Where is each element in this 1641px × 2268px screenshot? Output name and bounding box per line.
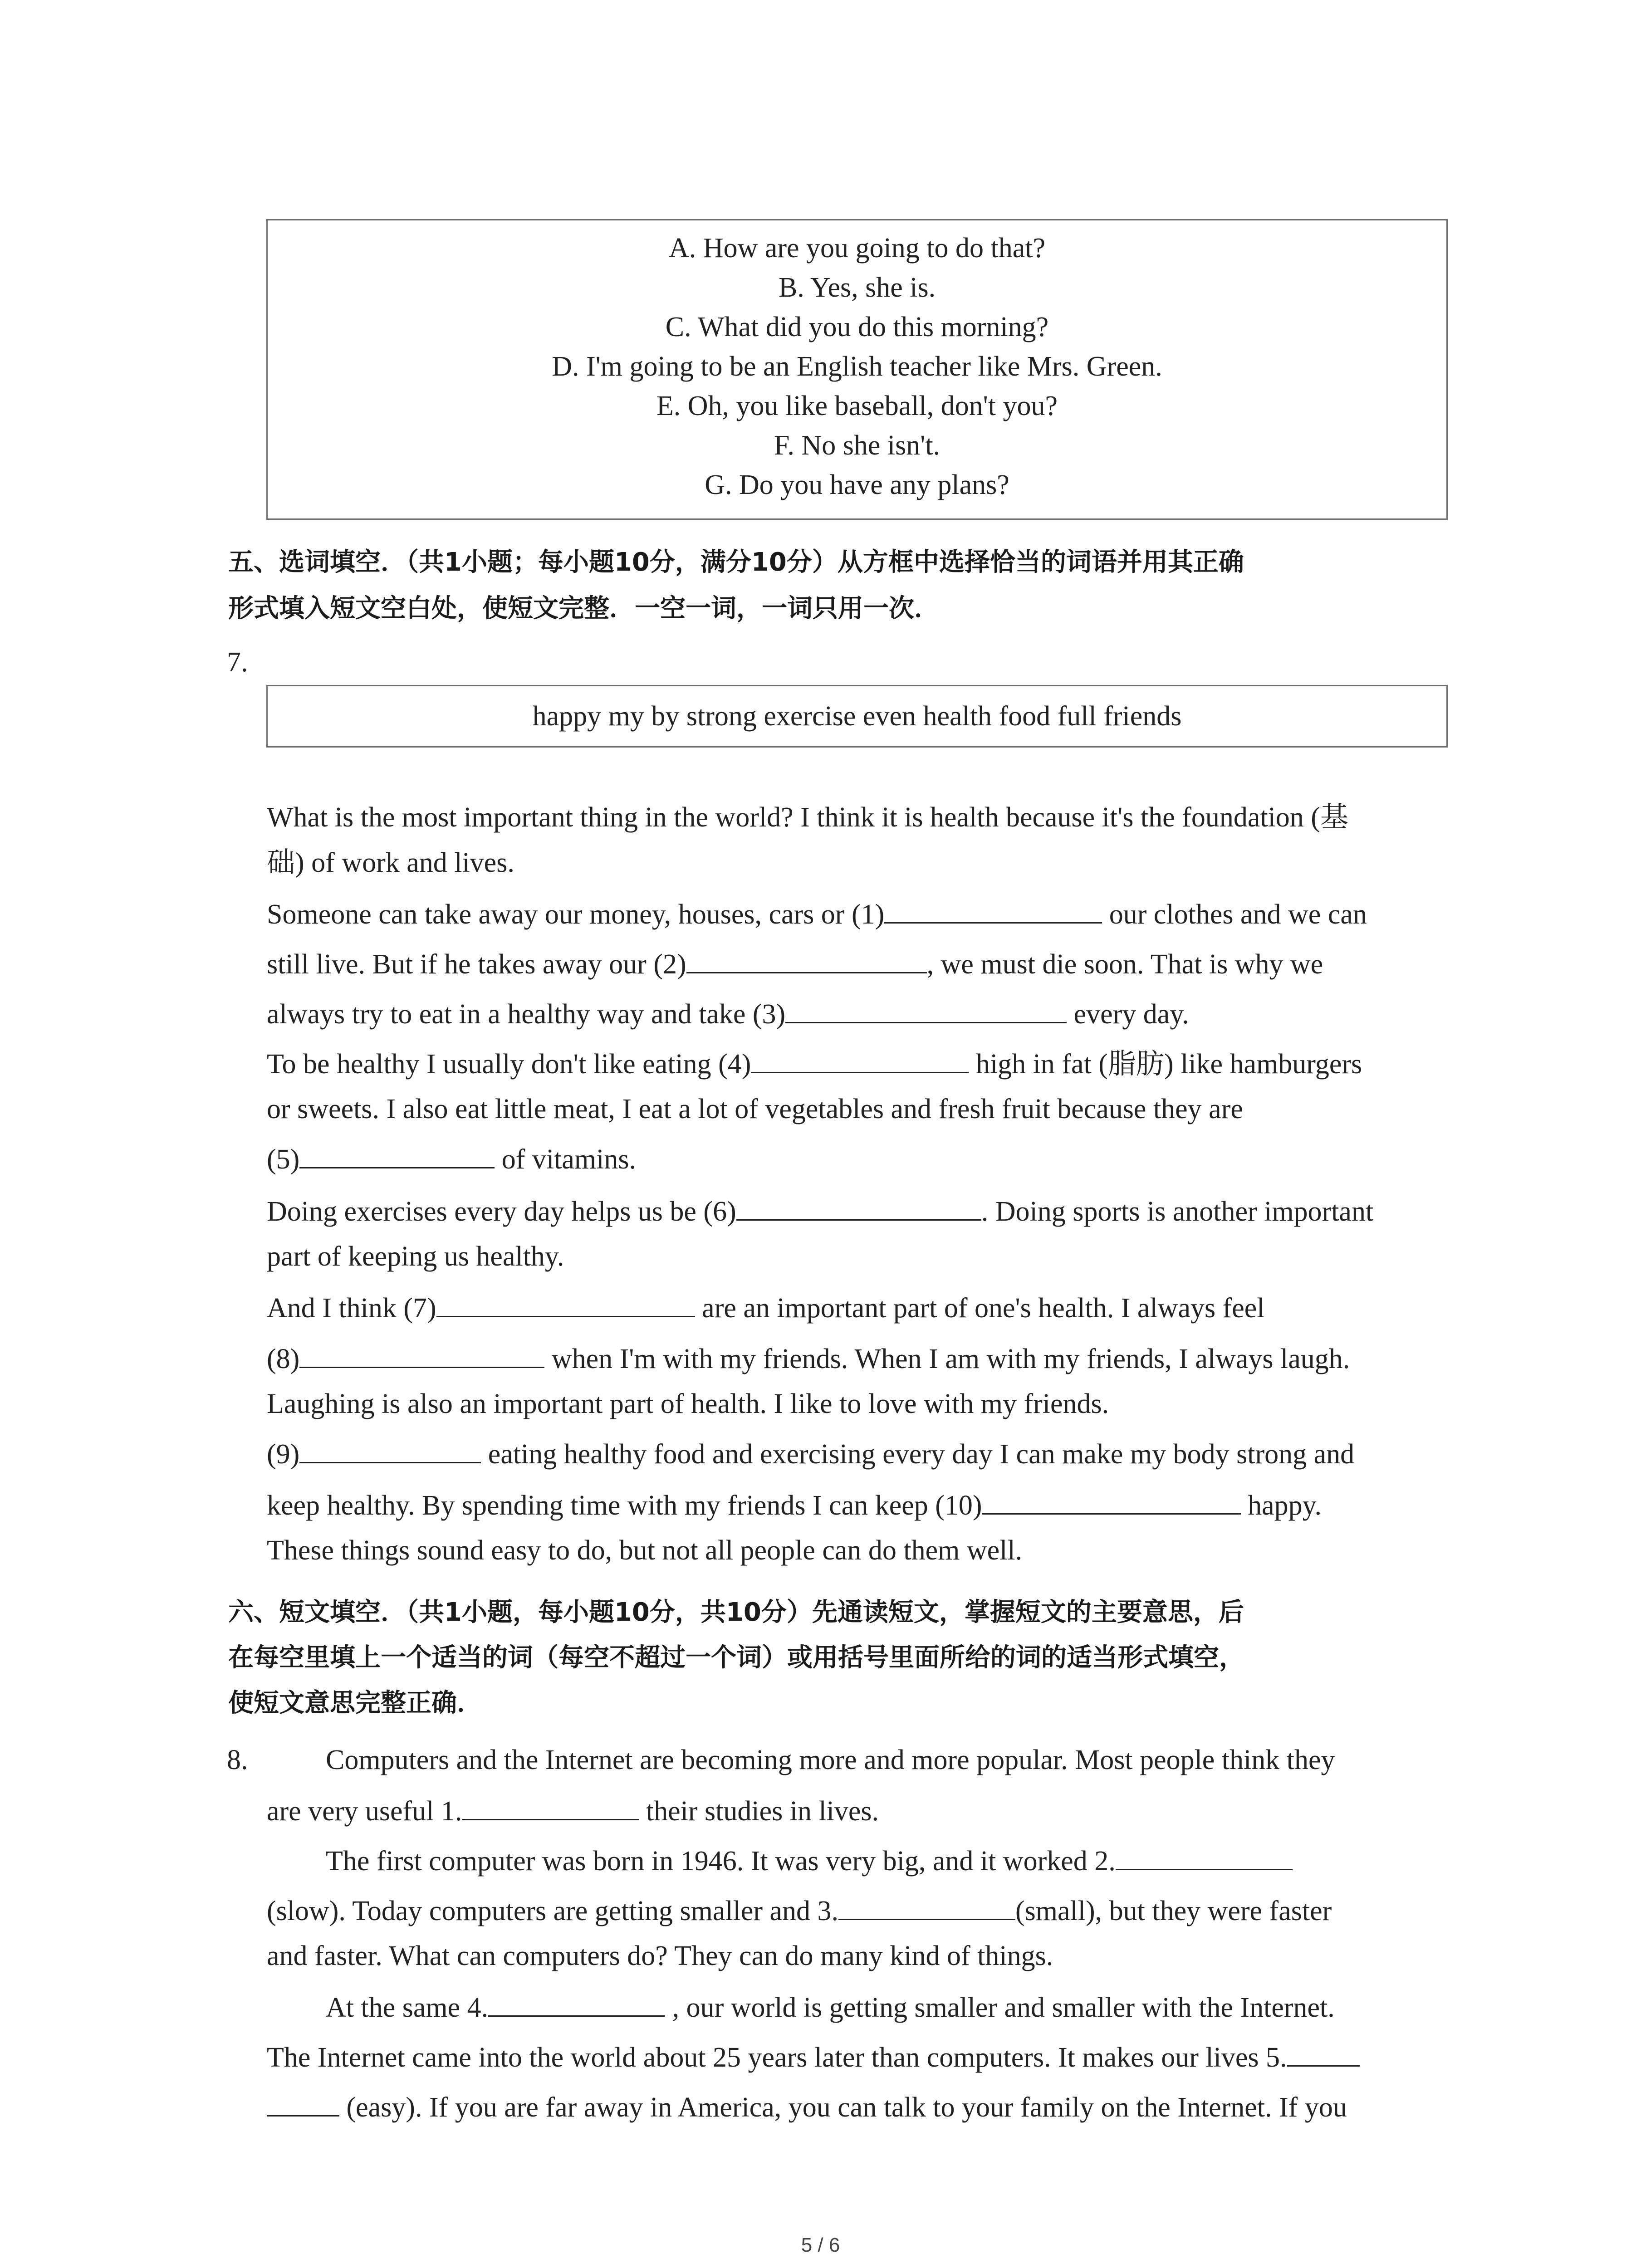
option-c: C. What did you do this morning? — [665, 312, 1049, 342]
blank-10[interactable] — [982, 1487, 1241, 1515]
passage-line: To be healthy I usually don't like eating (4) high in fat (脂肪) like hamburgers — [267, 1046, 1362, 1082]
blank-q8-5-cont[interactable] — [267, 2089, 339, 2116]
passage-line: part of keeping us healthy. — [267, 1241, 564, 1272]
passage-line: Someone can take away our money, houses, cars or (1) our clothes and we can — [267, 896, 1367, 933]
section5-heading-line1: 五、选词填空．（共1小题；每小题10分，满分10分）从方框中选择恰当的词语并用其正确 — [228, 547, 1244, 577]
option-b: B. Yes, she is. — [778, 272, 936, 303]
passage-line: (easy). If you are far away in America, you can talk to your family on the Internet. If you — [267, 2089, 1347, 2126]
question-7-number: 7. — [227, 647, 248, 678]
question-8-number: 8. — [227, 1745, 248, 1775]
passage-line: And I think (7) are an important part of one's health. I always feel — [267, 1290, 1265, 1326]
passage-line: are very useful 1. their studies in lives. — [267, 1793, 879, 1829]
blank-3[interactable] — [785, 996, 1067, 1023]
passage-line: The first computer was born in 1946. It was very big, and it worked 2. — [326, 1843, 1293, 1879]
options-list — [268, 220, 1446, 505]
passage-line: What is the most important thing in the world? I think it is health because it's the foundation (基 — [267, 802, 1348, 833]
blank-4[interactable] — [751, 1046, 969, 1073]
passage-line: still live. But if he takes away our (2) , we must die soon. That is why we — [267, 946, 1323, 982]
option-d: D. I'm going to be an English teacher like Mrs. Green. — [552, 351, 1162, 382]
blank-1[interactable] — [884, 896, 1102, 924]
passage-line: (slow). Today computers are getting smaller and 3. (small), but they were faster — [267, 1892, 1332, 1929]
passage-line: (9) eating healthy food and exercising every day I can make my body strong and — [267, 1436, 1354, 1472]
word-bank-box — [266, 685, 1448, 748]
passage-line: Computers and the Internet are becoming more and more popular. Most people think they — [326, 1745, 1335, 1775]
section5-heading-line2: 形式填入短文空白处，使短文完整．一空一词，一词只用一次． — [228, 594, 940, 623]
passage-line: 础) of work and lives. — [267, 847, 514, 878]
passage-line: The Internet came into the world about 25 years later than computers. It makes our lives 5. — [267, 2039, 1360, 2076]
section6-heading-line3: 使短文意思完整正确． — [228, 1688, 482, 1718]
option-g: G. Do you have any plans? — [705, 469, 1009, 500]
passage-line: Doing exercises every day helps us be (6) . Doing sports is another important — [267, 1193, 1373, 1230]
passage-line: These things sound easy to do, but not all people can do them well. — [267, 1535, 1023, 1566]
section6-heading-line1: 六、短文填空．（共1小题，每小题10分，共10分）先通读短文，掌握短文的主要意思，后 — [228, 1598, 1244, 1627]
option-f: F. No she isn't. — [774, 430, 941, 461]
passage-line: Laughing is also an important part of health. I like to love with my friends. — [267, 1388, 1109, 1419]
word-bank: happy my by strong exercise even health food full friends — [532, 701, 1182, 732]
passage-line: keep healthy. By spending time with my friends I can keep (10) happy. — [267, 1487, 1322, 1524]
blank-5[interactable] — [299, 1141, 495, 1168]
blank-q8-1[interactable] — [462, 1793, 639, 1820]
option-e: E. Oh, you like baseball, don't you? — [656, 391, 1058, 421]
passage-line: always try to eat in a healthy way and take (3) every day. — [267, 996, 1189, 1032]
page-number: 5 / 6 — [801, 2234, 840, 2256]
blank-q8-4[interactable] — [488, 1989, 665, 2017]
passage-line: (8) when I'm with my friends. When I am with my friends, I always laugh. — [267, 1340, 1350, 1377]
option-a: A. How are you going to do that? — [669, 233, 1045, 264]
passage-line: (5) of vitamins. — [267, 1141, 636, 1178]
blank-q8-2[interactable] — [1116, 1843, 1293, 1870]
blank-q8-5[interactable] — [1287, 2039, 1360, 2067]
options-box — [266, 219, 1448, 520]
passage-line: or sweets. I also eat little meat, I eat a lot of vegetables and fresh fruit because they are — [267, 1094, 1243, 1124]
blank-8[interactable] — [299, 1340, 544, 1368]
blank-9[interactable] — [299, 1436, 481, 1463]
passage-line: At the same 4. , our world is getting smaller and smaller with the Internet. — [326, 1989, 1335, 2026]
blank-7[interactable] — [436, 1290, 695, 1317]
blank-q8-3[interactable] — [838, 1892, 1015, 1920]
passage-line: and faster. What can computers do? They can do many kind of things. — [267, 1941, 1053, 1971]
section6-heading-line2: 在每空里填上一个适当的词（每空不超过一个词）或用括号里面所给的词的适当形式填空， — [228, 1643, 1244, 1672]
blank-6[interactable] — [736, 1193, 981, 1221]
blank-2[interactable] — [686, 946, 927, 973]
